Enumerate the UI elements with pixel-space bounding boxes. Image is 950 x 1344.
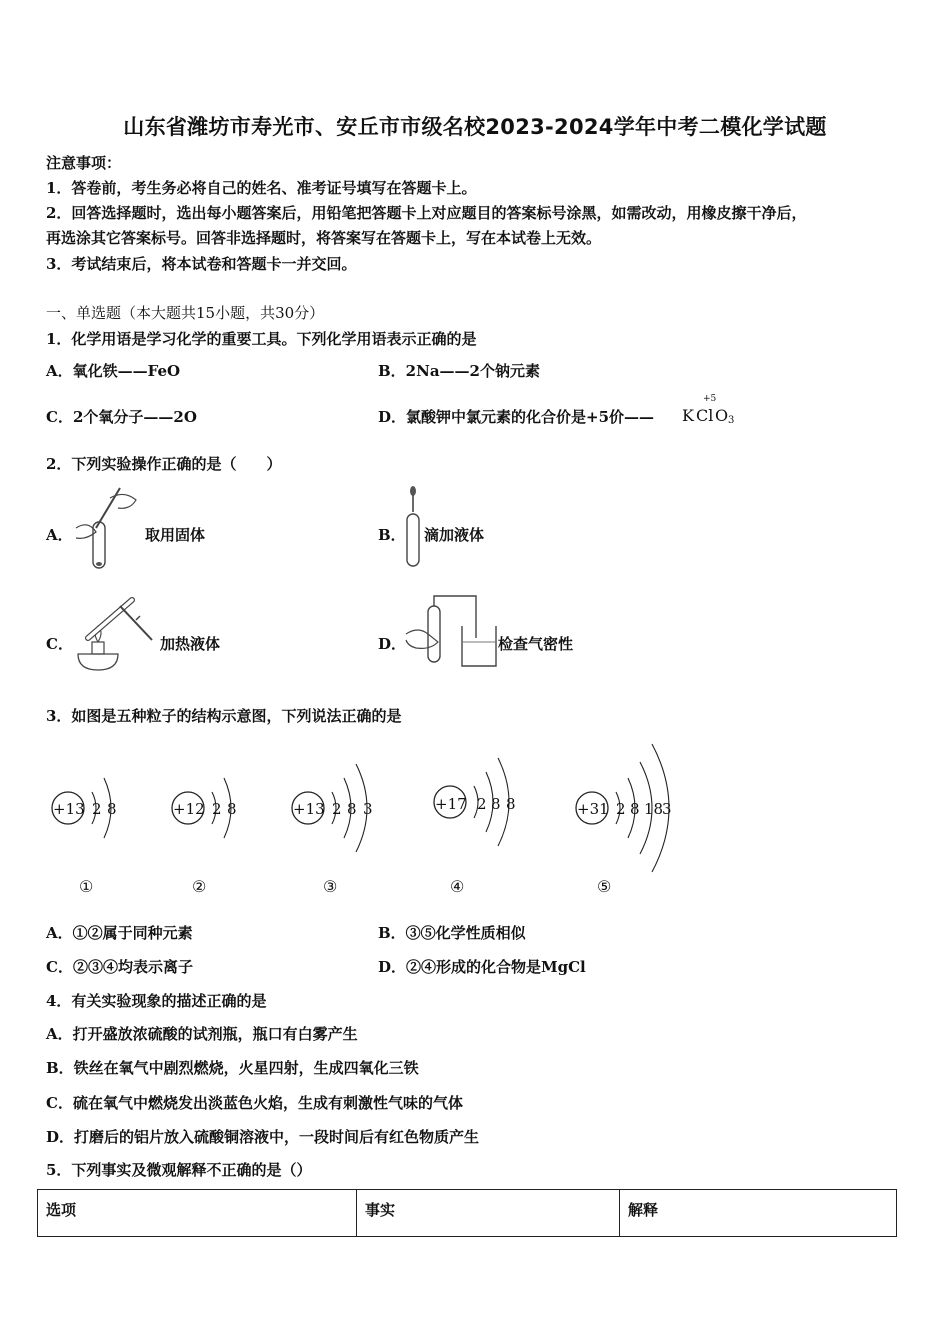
atom-4-shell-3: 8 <box>506 795 516 813</box>
atom-3-shell-3: 3 <box>363 800 373 818</box>
atom-1-nucleus: +13 <box>53 800 85 818</box>
q2-option-c-label: 加热液体 <box>160 635 221 653</box>
q4-option-b[interactable]: B．铁丝在氧气中剧烈燃烧，火星四射，生成四氧化三铁 <box>46 1059 419 1077</box>
q2-option-c-figure <box>70 596 162 672</box>
q1-option-c[interactable]: C．2个氧分子——2O <box>46 408 197 426</box>
q1-formula-subscript: 3 <box>728 415 735 426</box>
q2-option-b-letter[interactable]: B． <box>378 526 406 544</box>
section-heading: 一、单选题（本大题共15小题，共30分） <box>46 304 325 322</box>
q2-option-b-figure <box>402 486 424 570</box>
q3-option-d[interactable]: D．②④形成的化合物是MgCl <box>378 958 586 976</box>
q1-option-b[interactable]: B．2Na——2个钠元素 <box>378 362 540 380</box>
q4-option-c[interactable]: C．硫在氧气中燃烧发出淡蓝色火焰，生成有刺激性气味的气体 <box>46 1094 463 1112</box>
q1-option-a[interactable]: A．氧化铁——FeO <box>46 362 181 380</box>
q4-stem: 4．有关实验现象的描述正确的是 <box>46 992 267 1010</box>
atom-1-shell-1: 2 <box>92 800 102 818</box>
page-title: 山东省潍坊市寿光市、安丘市市级名校2023-2024学年中考二模化学试题 <box>123 115 827 139</box>
notice-line-3: 3．考试结束后，将本试卷和答题卡一并交回。 <box>46 255 357 273</box>
q1-stem: 1．化学用语是学习化学的重要工具。下列化学用语表示正确的是 <box>46 330 477 348</box>
q1-formula-o: O <box>715 406 729 425</box>
q2-option-c-letter[interactable]: C． <box>46 635 73 653</box>
q2-option-b-label: 滴加液体 <box>424 526 485 544</box>
table-header-option: 选项 <box>38 1190 357 1237</box>
atom-4-shell-2: 8 <box>491 795 501 813</box>
q2-stem: 2．下列实验操作正确的是（ ） <box>46 455 282 473</box>
q3-option-c[interactable]: C．②③④均表示离子 <box>46 958 193 976</box>
q1-option-d[interactable] <box>378 396 758 430</box>
q2-option-d-label: 检查气密性 <box>498 635 574 653</box>
atom-2-shell-1: 2 <box>212 800 222 818</box>
q1-formula-k: K <box>682 406 694 425</box>
q1-option-d-text: D．氯酸钾中氯元素的化合价是+5价—— <box>378 408 655 426</box>
atom-5-shell-3: 18 <box>644 800 664 818</box>
table-header-explanation: 解释 <box>620 1190 897 1237</box>
notice-line-2b: 再选涂其它答案标号。回答非选择题时，将答案写在答题卡上，写在本试卷上无效。 <box>46 229 602 247</box>
atom-4-nucleus: +17 <box>435 795 467 813</box>
atom-4-shell-1: 2 <box>477 795 487 813</box>
atom-5-number: ⑤ <box>597 877 612 896</box>
q3-option-b[interactable]: B．③⑤化学性质相似 <box>378 924 526 942</box>
atom-5-shell-1: 2 <box>616 800 626 818</box>
atom-3-nucleus: +13 <box>293 800 325 818</box>
q5-table <box>37 1189 897 1237</box>
table-header-fact: 事实 <box>357 1190 620 1237</box>
q1-formula-cl: Cl <box>696 406 714 425</box>
notice-heading: 注意事项： <box>46 154 122 172</box>
q3-option-a[interactable]: A．①②属于同种元素 <box>46 924 193 942</box>
atom-3-shell-2: 8 <box>347 800 357 818</box>
atom-2-number: ② <box>192 877 207 896</box>
atom-5-shell-2: 8 <box>630 800 640 818</box>
atom-3-number: ③ <box>323 877 338 896</box>
q2-option-d-letter[interactable]: D． <box>378 635 407 653</box>
q1-formula-valence: +5 <box>703 394 717 404</box>
atom-5-nucleus: +31 <box>577 800 609 818</box>
atom-2-shell-2: 8 <box>227 800 237 818</box>
atom-1-number: ① <box>79 877 94 896</box>
q3-stem: 3．如图是五种粒子的结构示意图，下列说法正确的是 <box>46 707 402 725</box>
q2-option-a-letter[interactable]: A． <box>46 526 73 544</box>
atom-3-shell-1: 2 <box>332 800 342 818</box>
q2-option-a-label: 取用固体 <box>145 526 206 544</box>
q5-stem: 5．下列事实及微观解释不正确的是（） <box>46 1161 312 1179</box>
atom-1-shell-2: 8 <box>107 800 117 818</box>
notice-line-1: 1．答卷前，考生务必将自己的姓名、准考证号填写在答题卡上。 <box>46 179 477 197</box>
q2-option-d-figure <box>404 592 498 672</box>
atom-2-nucleus: +12 <box>173 800 205 818</box>
atom-5-shell-4: 3 <box>662 800 672 818</box>
q4-option-a[interactable]: A．打开盛放浓硫酸的试剂瓶，瓶口有白雾产生 <box>46 1025 358 1043</box>
notice-line-2a: 2．回答选择题时，选出每小题答案后，用铅笔把答题卡上对应题目的答案标号涂黑，如需改动，用橡皮擦干净后， <box>46 204 807 222</box>
q2-option-a-figure <box>70 484 142 572</box>
q4-option-d[interactable]: D．打磨后的铝片放入硫酸铜溶液中，一段时间后有红色物质产生 <box>46 1128 480 1146</box>
atom-4-number: ④ <box>450 877 465 896</box>
table-row <box>38 1190 897 1237</box>
